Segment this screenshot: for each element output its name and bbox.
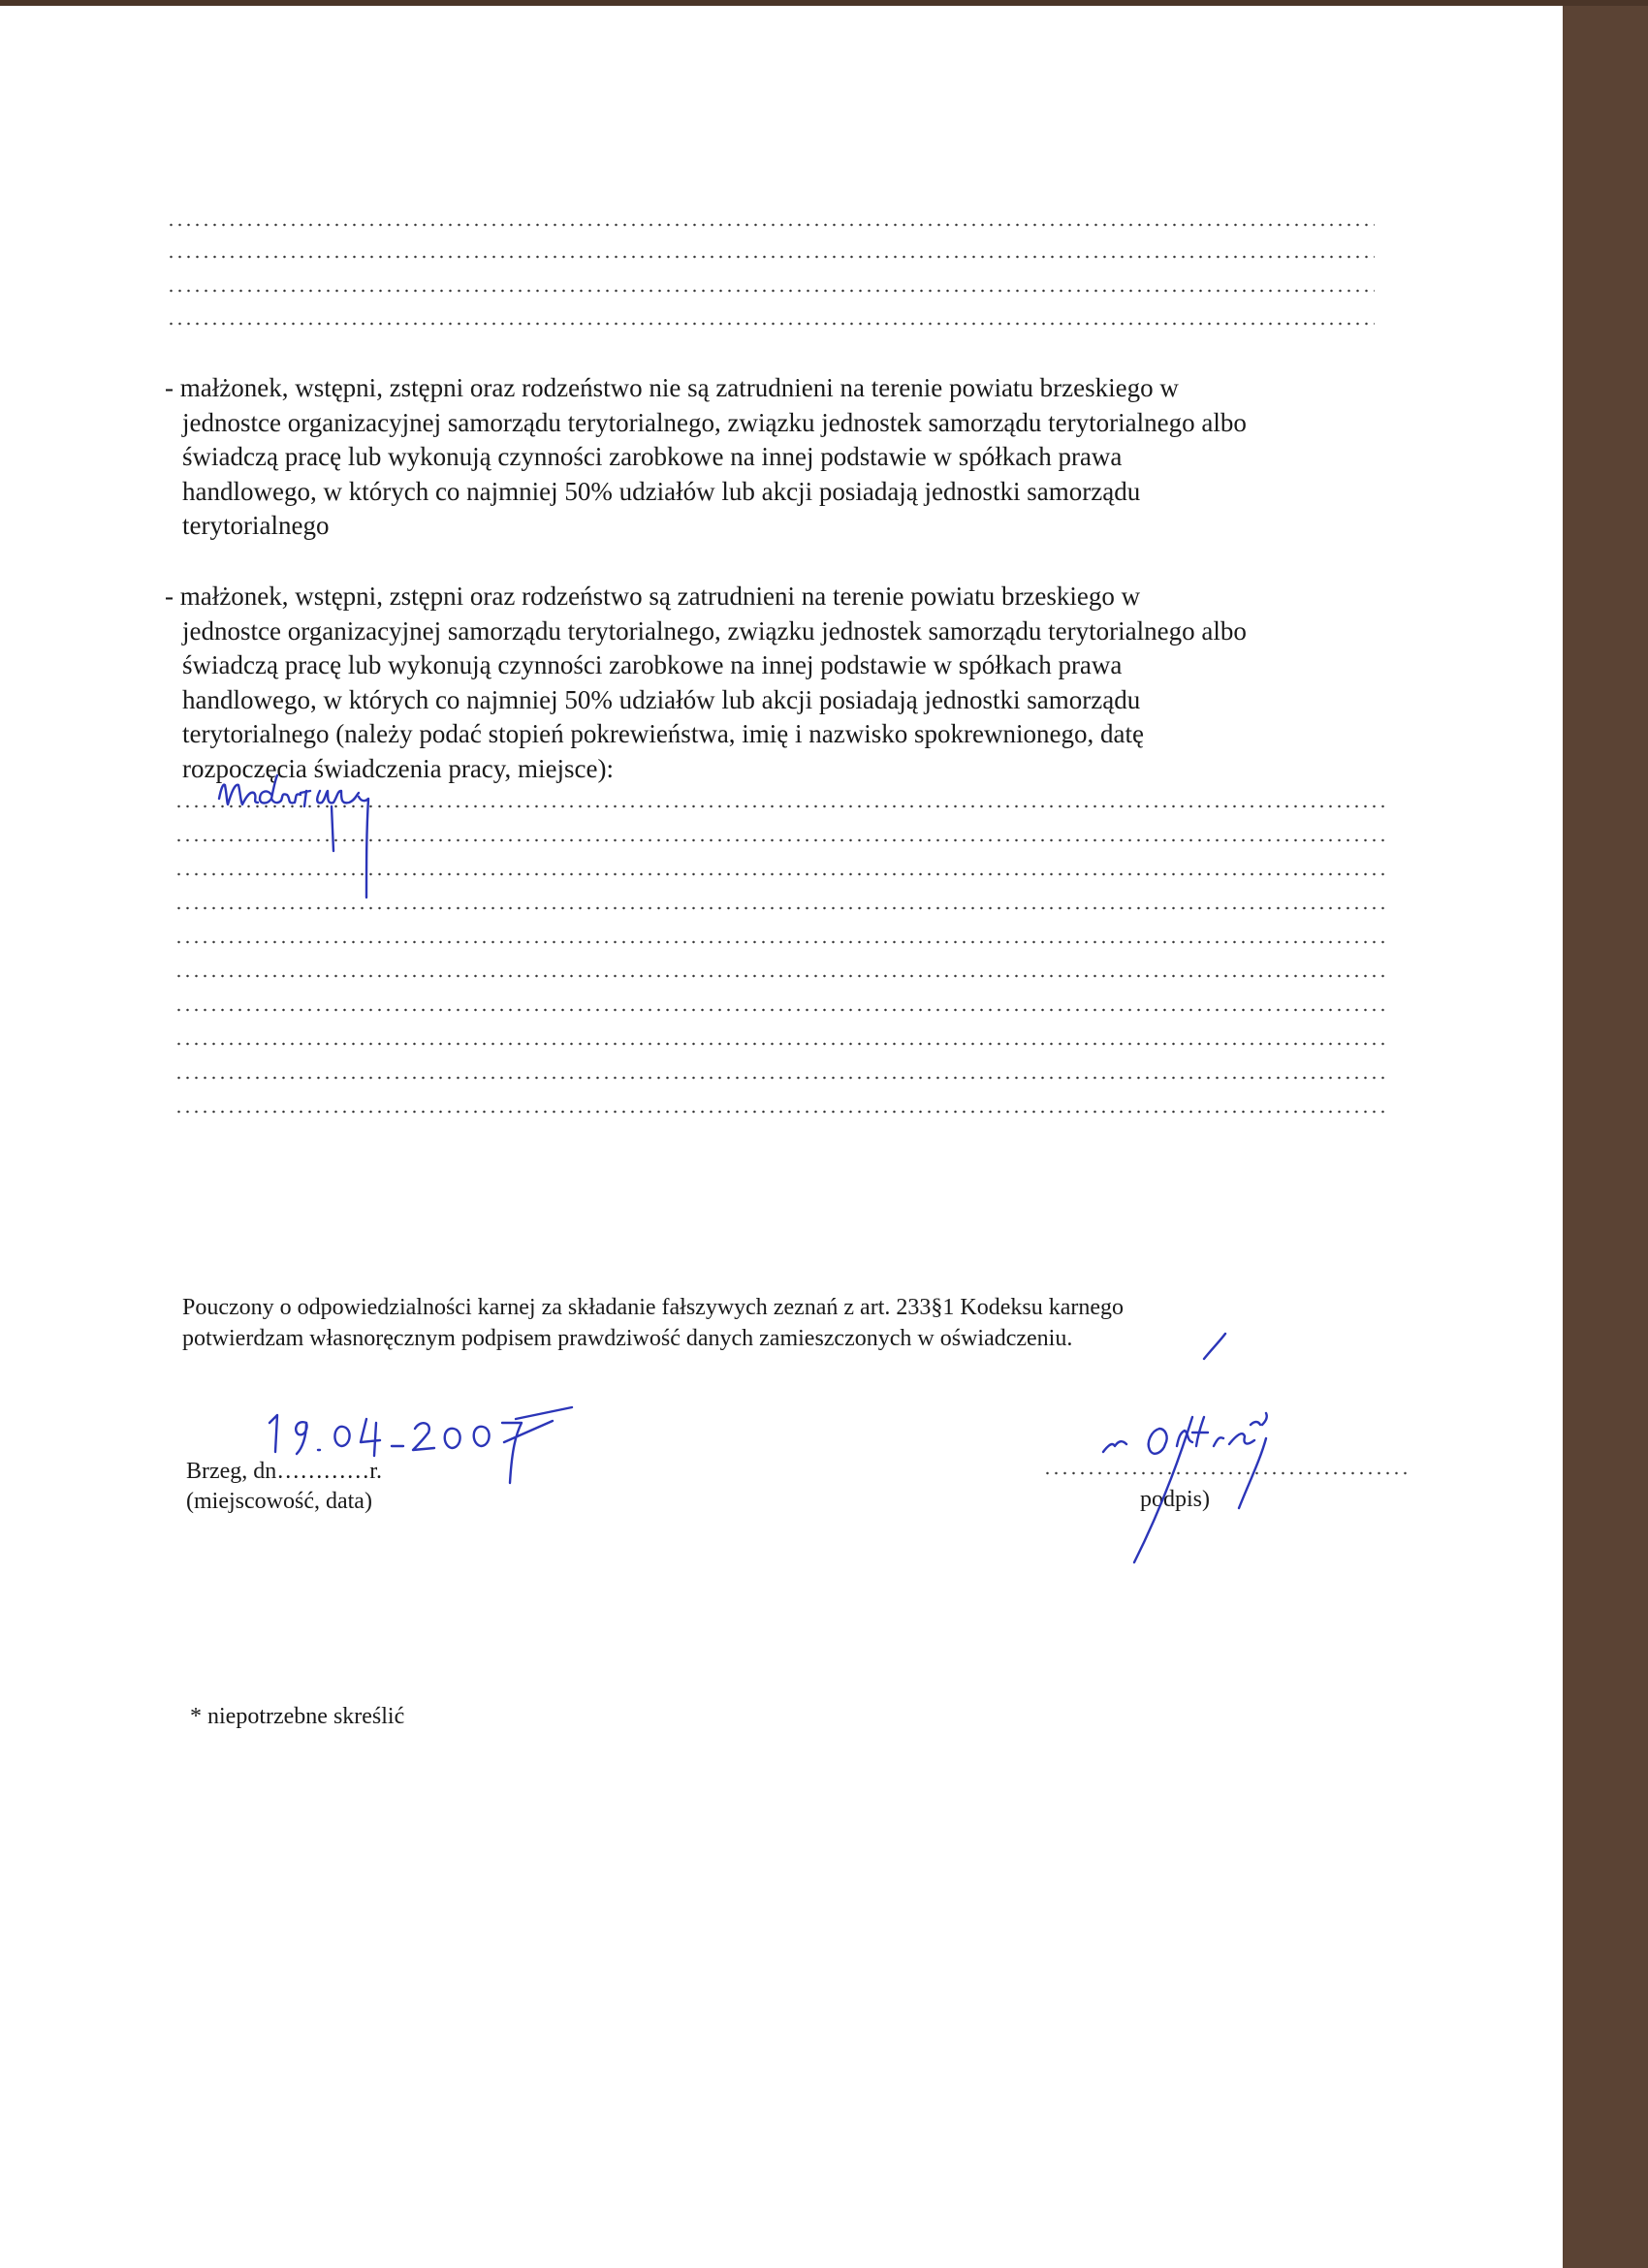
place-date-caption: (miejscowość, data) xyxy=(186,1489,372,1514)
option-text-line: handlowego, w których co najmniej 50% udziałów lub akcji posiadają jednostki samorządu xyxy=(182,684,1141,714)
option-text-line: - małżonek, wstępni, zstępni oraz rodzeństwo są zatrudnieni na terenie powiatu brzeskiego w xyxy=(165,582,1141,611)
option-text-line: - małżonek, wstępni, zstępni oraz rodzeństwo nie są zatrudnieni na terenie powiatu brzeskiego w xyxy=(165,373,1179,402)
answer-dotted-line xyxy=(174,1110,1388,1114)
handwritten-answer xyxy=(213,773,562,909)
option-text-line: jednostce organizacyjnej samorządu terytorialnego, związku jednostek samorządu terytorialnego albo xyxy=(182,615,1247,646)
answer-dotted-line xyxy=(174,940,1388,944)
option-employed xyxy=(165,580,1247,786)
option-text-line: terytorialnego (należy podać stopień pokrewieństwa, imię i nazwisko spokrewnionego, datę xyxy=(182,719,1144,748)
dotted-line xyxy=(167,255,1375,259)
option-text-line: jednostce organizacyjnej samorządu terytorialnego, związku jednostek samorządu terytorialnego albo xyxy=(182,407,1247,437)
dotted-line xyxy=(167,322,1375,326)
document-page xyxy=(0,6,1563,2268)
answer-dotted-line xyxy=(174,1076,1388,1080)
dotted-line xyxy=(167,223,1375,227)
option-text-line: handlowego, w których co najmniej 50% udziałów lub akcji posiadają jednostki samorządu xyxy=(182,476,1141,506)
handwritten-signature xyxy=(1076,1324,1309,1566)
place-date-label: Brzeg, dn…………r. xyxy=(186,1459,382,1484)
option-text-line: świadczą pracę lub wykonują czynności zarobkowe na innej podstawie w spółkach prawa xyxy=(182,650,1123,679)
answer-dotted-line xyxy=(174,974,1388,978)
dotted-line xyxy=(167,289,1375,293)
declaration-line: potwierdzam własnoręcznym podpisem prawdziwość danych zamieszczonych w oświadczeniu. xyxy=(182,1326,1073,1351)
option-not-employed xyxy=(165,371,1247,544)
option-text-line: rozpoczęcia świadczenia pracy, miejsce): xyxy=(182,753,614,783)
declaration-line: Pouczony o odpowiedzialności karnej za składanie fałszywych zeznań z art. 233§1 Kodeksu karnego xyxy=(182,1295,1124,1320)
answer-dotted-line xyxy=(174,1042,1388,1046)
answer-dotted-line xyxy=(174,1008,1388,1012)
footnote: * niepotrzebne skreślić xyxy=(190,1704,405,1729)
signature-caption: podpis) xyxy=(1140,1487,1210,1512)
option-text-line: świadczą pracę lub wykonują czynności zarobkowe na innej podstawie w spółkach prawa xyxy=(182,442,1123,471)
option-text-line: terytorialnego xyxy=(182,511,330,540)
